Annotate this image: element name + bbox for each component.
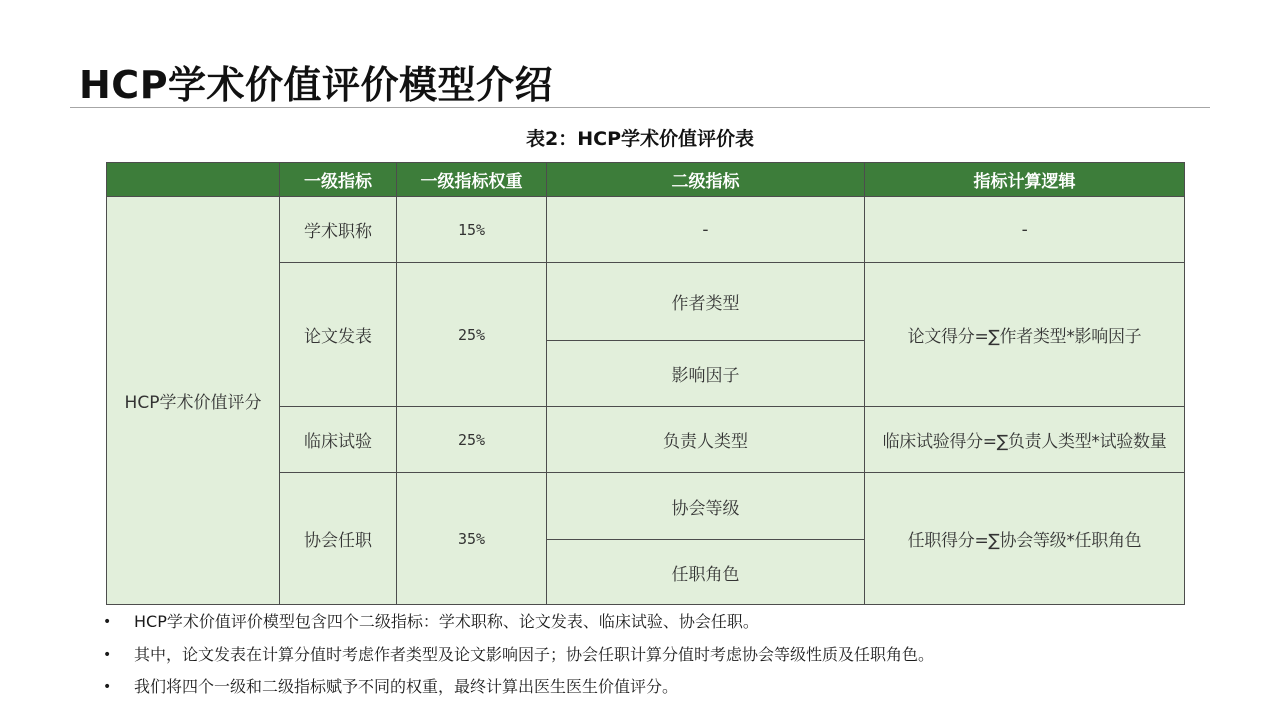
calculation-logic-cell: 临床试验得分=∑负责人类型*试验数量 — [865, 407, 1185, 473]
bullet-icon: • — [103, 646, 112, 663]
calculation-logic-cell: 任职得分=∑协会等级*任职角色 — [865, 473, 1185, 605]
weight-cell: 35% — [397, 473, 547, 605]
secondary-indicator-cell: 负责人类型 — [547, 407, 865, 473]
notes-list — [101, 606, 934, 704]
weight-cell: 25% — [397, 263, 547, 407]
header-calculation-logic: 指标计算逻辑 — [865, 163, 1185, 197]
table-caption: 表2：HCP学术价值评价表 — [526, 128, 754, 150]
primary-indicator-cell: 协会任职 — [280, 473, 397, 605]
group-label-cell: HCP学术价值评分 — [107, 197, 280, 605]
note-item — [101, 606, 934, 639]
weight-cell: 15% — [397, 197, 547, 263]
note-text: HCP学术价值评价模型包含四个二级指标：学术职称、论文发表、临床试验、协会任职。 — [134, 612, 759, 631]
secondary-indicator-cell: - — [547, 197, 865, 263]
note-item — [101, 639, 934, 672]
note-item — [101, 671, 934, 704]
title-divider — [70, 107, 1210, 108]
primary-indicator-cell: 学术职称 — [280, 197, 397, 263]
evaluation-table — [106, 162, 1185, 605]
secondary-indicator-cell: 作者类型 — [547, 263, 865, 341]
bullet-icon: • — [103, 614, 112, 630]
table-row — [107, 197, 1185, 263]
weight-cell: 25% — [397, 407, 547, 473]
calculation-logic-cell: 论文得分=∑作者类型*影响因子 — [865, 263, 1185, 407]
secondary-indicator-cell: 影响因子 — [547, 341, 865, 407]
secondary-indicator-cell: 任职角色 — [547, 540, 865, 605]
note-text: 我们将四个一级和二级指标赋予不同的权重，最终计算出医生医生价值评分。 — [134, 677, 679, 696]
secondary-indicator-cell: 协会等级 — [547, 473, 865, 540]
header-primary-indicator: 一级指标 — [280, 163, 397, 197]
header-group — [107, 163, 280, 197]
bullet-icon: • — [103, 679, 112, 695]
primary-indicator-cell: 临床试验 — [280, 407, 397, 473]
slide-title: HCP学术价值评价模型介绍 — [79, 63, 554, 107]
primary-indicator-cell: 论文发表 — [280, 263, 397, 407]
header-primary-weight: 一级指标权重 — [397, 163, 547, 197]
calculation-logic-cell: - — [865, 197, 1185, 263]
header-secondary-indicator: 二级指标 — [547, 163, 865, 197]
note-text: 其中，论文发表在计算分值时考虑作者类型及论文影响因子；协会任职计算分值时考虑协会等级性质及任职角色。 — [134, 644, 935, 664]
table-header-row — [107, 163, 1185, 197]
